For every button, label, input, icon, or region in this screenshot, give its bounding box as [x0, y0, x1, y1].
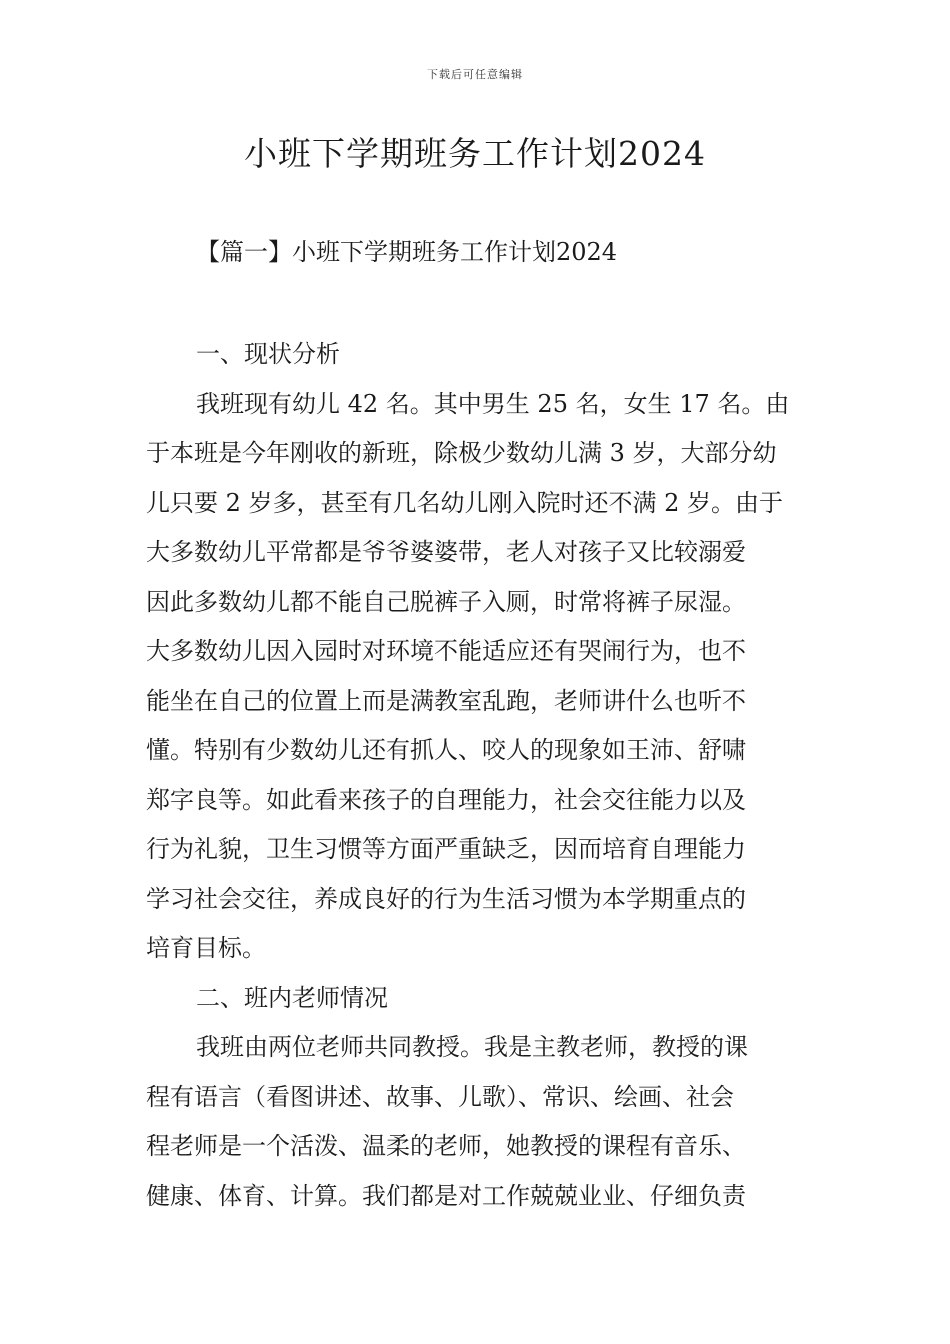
paragraph-line: 大多数幼儿平常都是爷爷婆婆带，老人对孩子又比较溺爱	[146, 538, 746, 566]
paragraph-line: 培育目标。	[146, 934, 266, 962]
document-body	[146, 330, 806, 1221]
paragraph-line: 郑字良等。如此看来孩子的自理能力，社会交往能力以及	[146, 785, 746, 814]
document-title: 小班下学期班务工作计划2024	[244, 134, 706, 173]
paragraph-line: 儿只要 2 岁多，甚至有几名幼儿刚入院时还不满 2 岁。由于	[146, 488, 784, 517]
paragraph-line: 于本班是今年刚收的新班，除极少数幼儿满 3 岁，大部分幼	[146, 439, 777, 467]
section-heading-status: 一、现状分析	[196, 340, 340, 368]
section-heading-teachers: 二、班内老师情况	[196, 983, 388, 1012]
paragraph-line: 行为礼貌，卫生习惯等方面严重缺乏，因而培育自理能力	[146, 835, 746, 863]
paragraph-line: 我班现有幼儿 42 名。其中男生 25 名，女生 17 名。由	[196, 389, 790, 418]
paragraph-line: 大多数幼儿因入园时对环境不能适应还有哭闹行为，也不	[146, 637, 746, 665]
paragraph-line: 我班由两位老师共同教授。我是主教老师，教授的课	[196, 1033, 748, 1061]
paragraph-line: 健康、体育、计算。我们都是对工作兢兢业业、仔细负责	[146, 1181, 746, 1210]
paragraph-line: 懂。特别有少数幼儿还有抓人、咬人的现象如王沛、舒啸	[146, 736, 746, 764]
header-note: 下载后可任意编辑	[427, 68, 523, 81]
paragraph-line: 学习社会交往，养成良好的行为生活习惯为本学期重点的	[146, 884, 746, 913]
paragraph-line: 程有语言（看图讲述、故事、儿歌）、常识、绘画、社会	[146, 1082, 734, 1111]
paragraph-line: 能坐在自己的位置上而是满教室乱跑，老师讲什么也听不	[146, 686, 746, 715]
section-subtitle: 【篇一】小班下学期班务工作计划2024	[196, 238, 618, 266]
paragraph-line: 因此多数幼儿都不能自己脱裤子入厕，时常将裤子尿湿。	[146, 587, 746, 616]
paragraph-line: 程老师是一个活泼、温柔的老师，她教授的课程有音乐、	[146, 1132, 746, 1160]
